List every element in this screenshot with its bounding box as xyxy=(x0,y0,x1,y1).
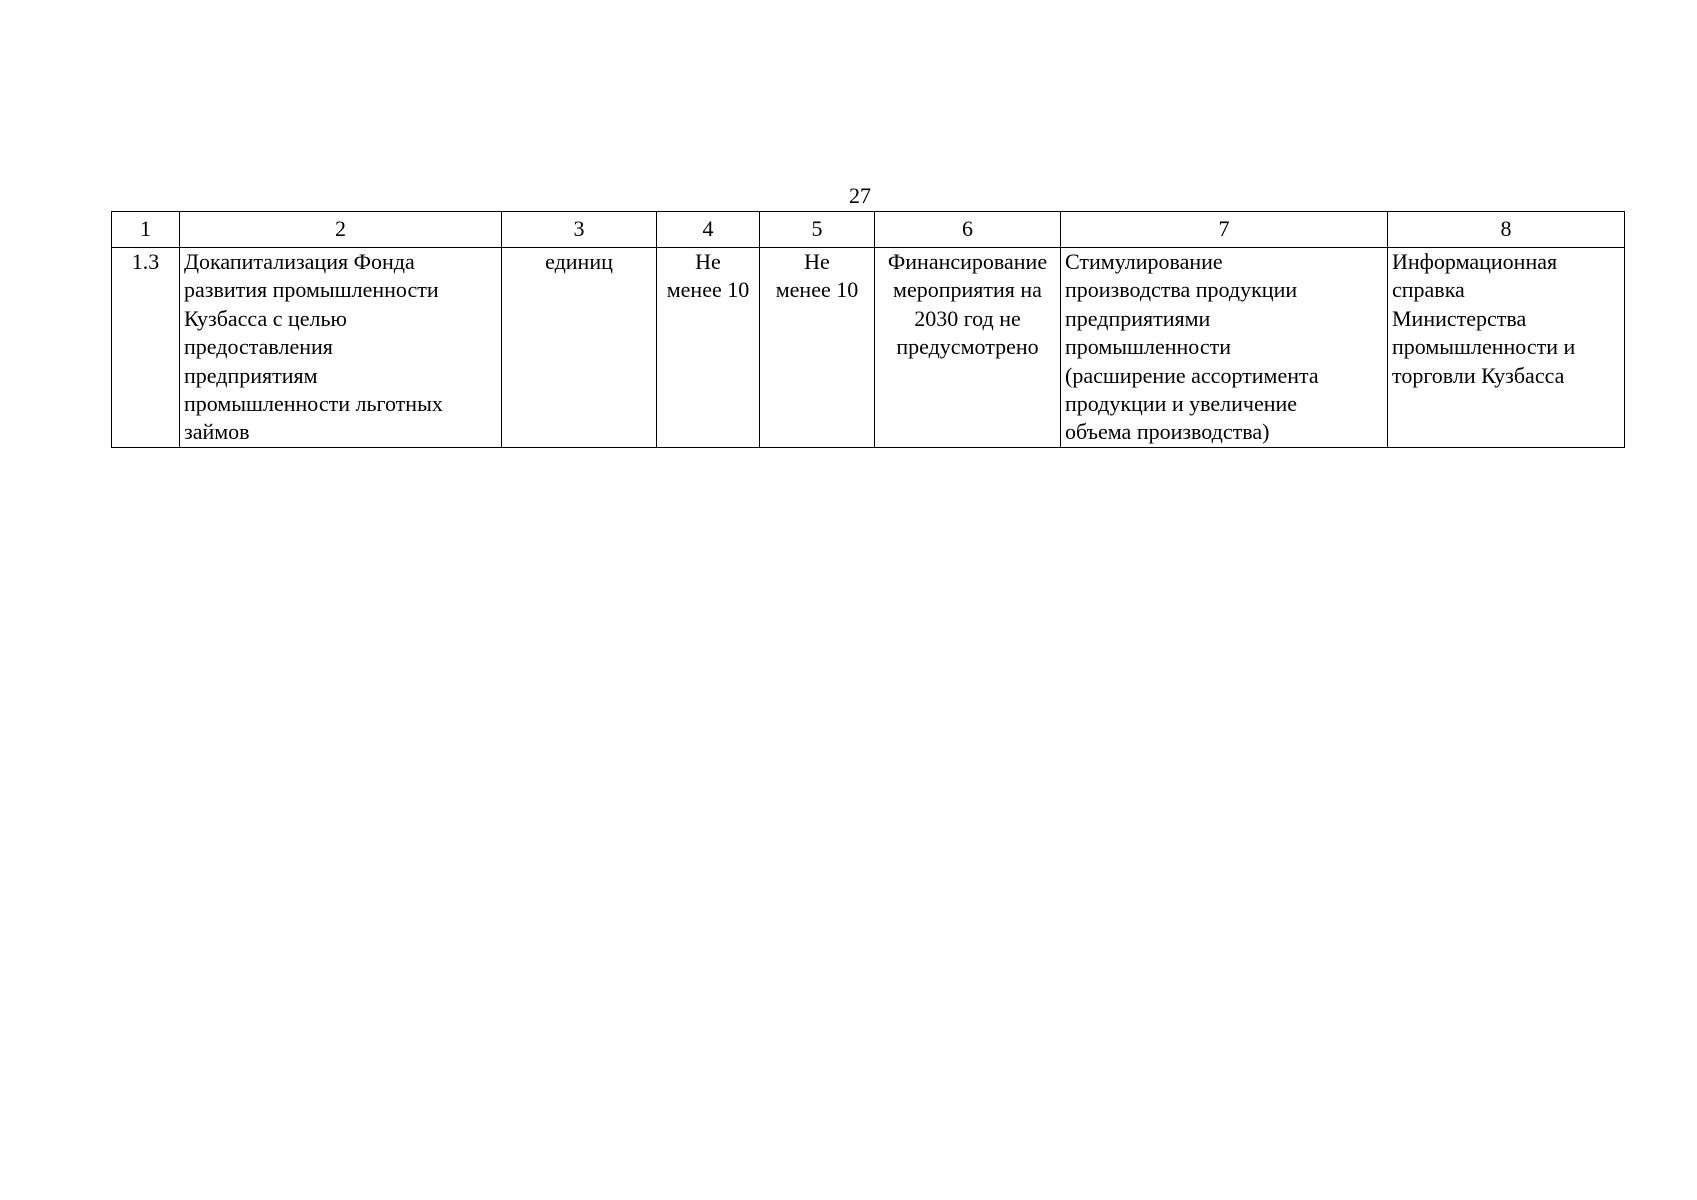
column-number-6: 6 xyxy=(875,212,1061,248)
column-number-2: 2 xyxy=(180,212,502,248)
table-row xyxy=(112,248,1625,448)
source-cell: Информационная справка Министерства промышленности и торговли Кузбасса xyxy=(1388,248,1625,448)
result-cell: Стимулирование производства продукции предприятиями промышленности (расширение ассортимента продукции и увеличение объема производства) xyxy=(1061,248,1388,448)
row-number-cell: 1.3 xyxy=(112,248,180,448)
column-number-4: 4 xyxy=(657,212,760,248)
value-column-4-cell: Не менее 10 xyxy=(657,248,760,448)
column-number-5: 5 xyxy=(760,212,875,248)
column-number-3: 3 xyxy=(502,212,657,248)
page-number: 27 xyxy=(849,183,871,208)
indicators-table xyxy=(111,211,1625,448)
event-name-cell: Докапитализация Фонда развития промышленности Кузбасса с целью предоставления предприятиям промышленности льготных займов xyxy=(180,248,502,448)
column-number-1: 1 xyxy=(112,212,180,248)
table-header-row xyxy=(112,212,1625,248)
column-number-7: 7 xyxy=(1061,212,1388,248)
unit-cell: единиц xyxy=(502,248,657,448)
value-column-5-cell: Не менее 10 xyxy=(760,248,875,448)
column-number-8: 8 xyxy=(1388,212,1625,248)
financing-cell: Финансирование мероприятия на 2030 год не предусмотрено xyxy=(875,248,1061,448)
